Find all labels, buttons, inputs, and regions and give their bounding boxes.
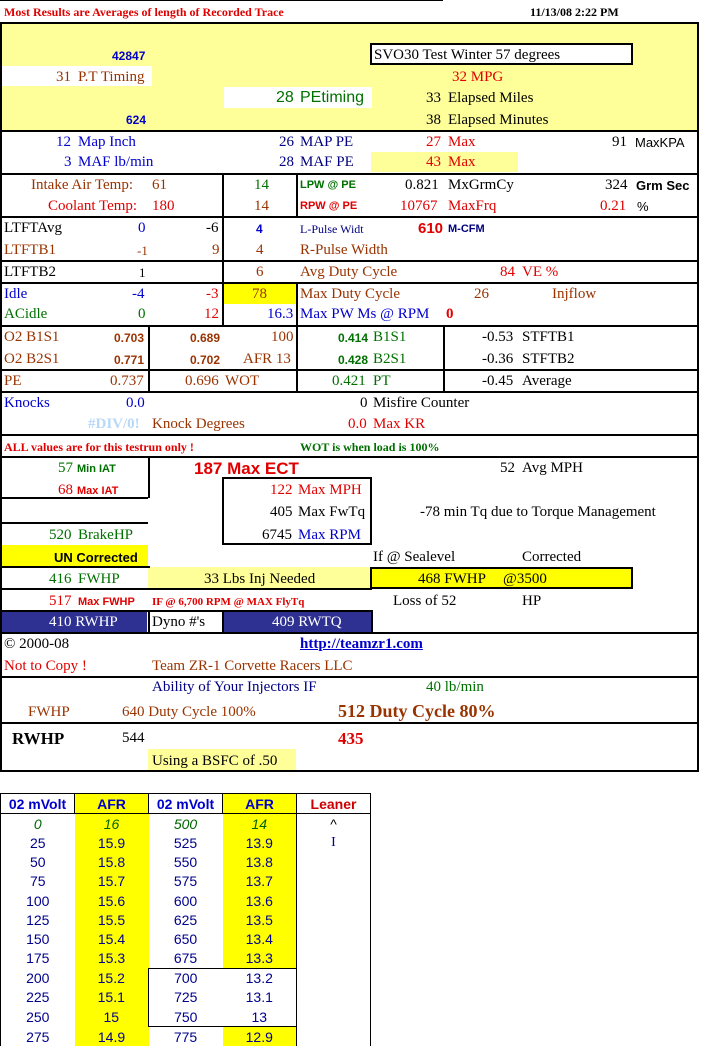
maxkr-label: Max KR	[373, 416, 426, 432]
lpw-label: LPW @ PE	[300, 179, 356, 191]
injector-lbmin: 40 lb/min	[426, 679, 484, 695]
o2-b2s1-label: O2 B2S1	[4, 351, 60, 367]
pe-label: PE	[4, 373, 22, 389]
table-cell	[297, 1027, 371, 1047]
corrected-fwhp: 468 FWHP	[418, 571, 486, 587]
misfire-value: 0	[360, 395, 368, 411]
duty-cycle-80: 512 Duty Cycle 80%	[338, 701, 496, 721]
o2-b2s1-v: 0.771	[114, 353, 145, 367]
stftb2-value: -0.36	[482, 351, 514, 367]
table-cell: 750	[149, 1007, 223, 1027]
mxgrmcy-label: MxGrmCy	[448, 177, 514, 193]
table-cell: 175	[1, 949, 75, 969]
table-cell: 600	[173, 892, 198, 909]
ltftb1-b: 9	[212, 242, 220, 258]
elapsed-miles-label: Elapsed Miles	[448, 90, 534, 106]
rpm-note: IF @ 6,700 RPM @ MAX FlyTq	[152, 596, 305, 608]
max-fwtq-value: 405	[270, 504, 293, 520]
rwhp-inj-label: RWHP	[12, 729, 65, 748]
maxpw-rpm: 0	[446, 306, 454, 322]
average-value: -0.45	[482, 373, 514, 389]
stftb1-label: STFTB1	[522, 329, 575, 345]
maxduty-value: 78	[252, 286, 267, 302]
max-rpm-label: Max RPM	[298, 527, 361, 543]
min-tq-note: -78 min Tq due to Torque Management	[420, 504, 656, 520]
table-cell: 25	[1, 833, 75, 852]
b1s1-right-label: B1S1	[373, 329, 407, 345]
bsfc-note: Using a BSFC of .50	[152, 753, 278, 769]
table-cell: 150	[1, 929, 75, 948]
brakehp-value: 520	[49, 527, 72, 543]
table-cell	[297, 910, 371, 929]
mcfm-value: 610	[418, 220, 444, 237]
table-header: 02 mVolt	[1, 794, 75, 814]
injflow-value: 26	[474, 286, 489, 302]
rpulse-label: R-Pulse Width	[300, 242, 388, 258]
maxkr-value: 0.0	[348, 416, 367, 432]
knocks-label: Knocks	[4, 395, 50, 411]
o2-afr-table	[0, 793, 371, 1046]
table-cell: 125	[1, 910, 75, 929]
wot-note: WOT is when load is 100%	[300, 440, 440, 454]
ltftb2-a: 1	[139, 265, 146, 280]
elapsed-minutes-label: Elapsed Minutes	[448, 112, 549, 128]
testrun-note: ALL values are for this testrun only !	[4, 440, 194, 454]
if-sealevel: If @ Sealevel	[373, 549, 456, 565]
max-fwhp-label: Max FWHP	[78, 596, 135, 608]
table-cell: 15.8	[75, 853, 149, 872]
max-mph-value: 122	[270, 482, 293, 498]
max-fwhp-value: 517	[49, 593, 72, 609]
hp-label: HP	[522, 593, 542, 609]
ve-value: 84	[500, 264, 515, 280]
copyright: © 2000-08	[4, 636, 70, 652]
teamzr1-link[interactable]: http://teamzr1.com	[300, 636, 423, 652]
maf-value: 3	[64, 154, 72, 170]
maxduty-label: Max Duty Cycle	[300, 286, 400, 302]
table-cell: 13.5	[223, 910, 297, 929]
table-cell: 15.7	[75, 872, 149, 891]
table-cell: 575	[173, 873, 198, 890]
map-pe-value: 26	[279, 134, 294, 150]
table-cell: 13.6	[223, 891, 297, 910]
table-cell: 15	[75, 1007, 149, 1027]
fwhp-label: FWHP	[78, 571, 120, 587]
corrected-label: Corrected	[522, 549, 582, 565]
table-cell: 15.6	[75, 891, 149, 910]
stftb2-label: STFTB2	[522, 351, 575, 367]
table-cell: 13.7	[223, 872, 297, 891]
lpw-value: 14	[254, 177, 269, 193]
table-cell: 13.8	[223, 853, 297, 872]
pt-timing-value: 31	[56, 69, 71, 85]
max-mph-label: Max MPH	[298, 482, 362, 498]
table-cell: 0	[1, 814, 75, 834]
table-row	[1, 988, 371, 1007]
knock-degrees-label: Knock Degrees	[152, 416, 245, 432]
maxfrq-label: MaxFrq	[448, 198, 497, 214]
table-cell: 15.9	[75, 833, 149, 852]
injector-ability: Ability of Your Injectors IF	[152, 679, 317, 695]
maxkpa-label: MaxKPA	[635, 135, 685, 150]
table-cell	[297, 988, 371, 1007]
o2-b1s1-v2: 0.689	[190, 331, 221, 345]
idle-label: Idle	[4, 286, 28, 302]
table-row	[1, 968, 371, 988]
max-iat-label: Max IAT	[77, 485, 119, 497]
table-cell: 14.9	[75, 1027, 149, 1047]
table-cell: 15.5	[75, 910, 149, 929]
table-cell: I	[297, 833, 371, 852]
stftb1-value: -0.53	[482, 329, 514, 345]
maxpw-label: Max PW Ms @ RPM	[300, 306, 430, 322]
table-cell: 625	[173, 911, 198, 928]
o2-b1s1-v: 0.703	[114, 331, 145, 345]
table-cell: 50	[1, 853, 75, 872]
ltftavg-b: -6	[206, 220, 219, 236]
rwhp-80: 435	[338, 729, 364, 748]
table-header: AFR	[75, 794, 149, 814]
lbs-inj-needed: 33 Lbs Inj Needed	[204, 571, 316, 587]
table-cell: 550	[173, 854, 198, 871]
table-cell: 16	[75, 814, 149, 834]
table-cell: 13.3	[223, 949, 297, 969]
acidle-label: ACidle	[4, 306, 48, 322]
table-row	[1, 891, 371, 910]
table-cell: 13.2	[223, 968, 297, 988]
maxfrq-value: 10767	[400, 198, 438, 214]
pct-value: 0.21	[600, 198, 627, 214]
o2-b1s1-label: O2 B1S1	[4, 329, 60, 345]
table-cell: 650	[173, 930, 198, 947]
acidle-a: 0	[138, 306, 146, 322]
table-cell	[297, 872, 371, 891]
table-cell: 15.1	[75, 988, 149, 1007]
pe-value: 0.737	[110, 373, 144, 389]
avgduty-value: 6	[256, 264, 264, 280]
table-cell: 15.2	[75, 968, 149, 988]
table-cell: 725	[149, 988, 223, 1007]
elapsed-minutes-value: 38	[426, 112, 441, 128]
header-timestamp: 11/13/08 2:22 PM	[530, 5, 619, 19]
table-cell	[297, 968, 371, 988]
wot-value: 0.696	[185, 373, 219, 389]
max1-value: 27	[426, 134, 441, 150]
fwhp-value: 416	[49, 571, 72, 587]
max2-value: 43	[426, 154, 441, 170]
table-cell: 275	[1, 1027, 75, 1047]
mpg: 32 MPG	[452, 69, 504, 85]
iat-value: 61	[152, 177, 167, 193]
table-cell: 100	[1, 891, 75, 910]
rpulse-value: 4	[256, 242, 264, 258]
lpulse-label: L-Pulse Widt	[300, 222, 364, 236]
elapsed-miles-value: 33	[426, 90, 441, 106]
table-cell: 500	[173, 815, 198, 832]
table-cell: 13.9	[223, 833, 297, 852]
table-row	[1, 949, 371, 969]
min-iat-value: 57	[58, 460, 73, 476]
rpw-label: RPW @ PE	[300, 200, 358, 212]
table-cell: 15.4	[75, 929, 149, 948]
value-624: 624	[126, 113, 147, 127]
table-cell: 250	[1, 1007, 75, 1027]
rpw-value: 14	[254, 198, 269, 214]
grmsec-label: Grm Sec	[636, 178, 690, 193]
table-row	[1, 814, 371, 834]
table-header: AFR	[223, 794, 297, 814]
afr-label: AFR 13	[243, 351, 291, 367]
wot-label: WOT	[225, 373, 260, 389]
pt-timing-label: P.T Timing	[78, 69, 145, 85]
table-row	[1, 929, 371, 948]
table-cell: 525	[173, 834, 198, 851]
max-ect: 187 Max ECT	[194, 459, 299, 478]
acidle-b: 12	[204, 306, 219, 322]
idle-b: -3	[206, 286, 219, 302]
coolant-label: Coolant Temp:	[48, 198, 138, 214]
avg-mph-label: Avg MPH	[522, 460, 583, 476]
dyno-label: Dyno #'s	[152, 614, 206, 630]
table-row	[1, 1027, 371, 1047]
petiming-value: 28	[276, 89, 294, 106]
table-row	[1, 853, 371, 872]
average-label: Average	[522, 373, 572, 389]
duty-cycle-100: 640 Duty Cycle 100%	[122, 704, 256, 720]
avg-mph-value: 52	[500, 460, 515, 476]
table-cell: 14	[223, 814, 297, 834]
header-note: Most Results are Averages of length of Recorded Trace	[4, 5, 284, 19]
map-inch-label: Map Inch	[78, 134, 136, 150]
pt-value: 0.421	[332, 373, 366, 389]
b1s1-right-value: 0.414	[338, 331, 369, 345]
table-cell: 775	[173, 1028, 198, 1045]
table-cell	[297, 1007, 371, 1027]
o2-b1s1-v3: 100	[271, 329, 294, 345]
company-name: Team ZR-1 Corvette Racers LLC	[152, 658, 353, 674]
maxkpa-value: 91	[612, 134, 627, 150]
max-fwtq-label: Max FwTq	[298, 504, 366, 520]
rwtq-value: 409 RWTQ	[272, 614, 342, 630]
div-error: #DIV/0!	[88, 416, 140, 432]
pct-sign: %	[637, 199, 649, 214]
table-row	[1, 833, 371, 852]
ltftb1-label: LTFTB1	[4, 242, 56, 258]
corrected-rpm: @3500	[503, 571, 547, 587]
min-iat-label: Min IAT	[77, 463, 116, 475]
table-cell: 13.1	[223, 988, 297, 1007]
petiming-label: PEtiming	[300, 89, 365, 106]
maf-pe-value: 28	[279, 154, 294, 170]
o2-b2s1-v2: 0.702	[190, 353, 221, 367]
idle-a: -4	[132, 286, 145, 302]
table-cell: 675	[173, 950, 198, 967]
maxpw-value: 16.3	[267, 306, 294, 322]
table-header: 02 mVolt	[149, 794, 223, 814]
knocks-value: 0.0	[126, 395, 145, 411]
rwhp-100: 544	[122, 730, 145, 746]
avgduty-label: Avg Duty Cycle	[300, 264, 398, 280]
fwhp-inj-label: FWHP	[28, 704, 70, 720]
max-rpm-value: 6745	[262, 527, 292, 543]
table-header-row	[1, 794, 371, 814]
maf-pe-label: MAF PE	[300, 154, 354, 170]
iat-label: Intake Air Temp:	[31, 177, 133, 193]
loss-note: Loss of 52	[393, 593, 457, 609]
table-cell	[297, 929, 371, 948]
ltftb1-a: -1	[137, 243, 148, 258]
b2s1-right-value: 0.428	[338, 353, 369, 367]
table-header: Leaner	[297, 794, 371, 814]
test-name: SVO30 Test Winter 57 degrees	[374, 47, 561, 63]
table-cell: ^	[297, 814, 371, 834]
injflow-label: Injflow	[552, 286, 597, 302]
mxgrmcy-value: 0.821	[405, 177, 439, 193]
brakehp-label: BrakeHP	[78, 527, 133, 543]
max1-label: Max	[448, 134, 476, 150]
b2s1-right-label: B2S1	[373, 351, 407, 367]
lpulse-value: 4	[256, 222, 263, 236]
table-cell	[297, 853, 371, 872]
map-inch-value: 12	[56, 134, 71, 150]
table-row	[1, 910, 371, 929]
grmsec-value: 324	[605, 177, 628, 193]
table-cell: 200	[1, 968, 75, 988]
ltftb2-label: LTFTB2	[4, 264, 56, 280]
file-id: 42847	[112, 49, 146, 63]
table-cell: 12.9	[223, 1027, 297, 1047]
table-row	[1, 1007, 371, 1027]
table-cell	[297, 891, 371, 910]
misfire-label: Misfire Counter	[373, 395, 470, 411]
ltftavg-a: 0	[138, 220, 146, 236]
maf-label: MAF lb/min	[78, 154, 154, 170]
max2-label: Max	[448, 154, 476, 170]
max-iat-value: 68	[58, 482, 73, 498]
table-cell: 15.3	[75, 949, 149, 969]
uncorrected-label: UN Corrected	[54, 550, 138, 565]
pt-label: PT	[373, 373, 391, 389]
ve-label: VE %	[522, 264, 559, 280]
ltftavg-label: LTFTAvg	[4, 220, 62, 236]
map-pe-label: MAP PE	[300, 134, 354, 150]
table-cell	[297, 949, 371, 969]
table-cell: 225	[1, 988, 75, 1007]
table-cell: 13.4	[223, 929, 297, 948]
table-cell: 700	[149, 968, 223, 988]
table-row	[1, 872, 371, 891]
mcfm-label: M-CFM	[448, 223, 485, 235]
not-to-copy: Not to Copy !	[4, 658, 87, 674]
rwhp-value: 410 RWHP	[49, 614, 118, 630]
table-cell: 13	[223, 1007, 297, 1027]
table-cell: 75	[1, 872, 75, 891]
coolant-value: 180	[152, 198, 175, 214]
